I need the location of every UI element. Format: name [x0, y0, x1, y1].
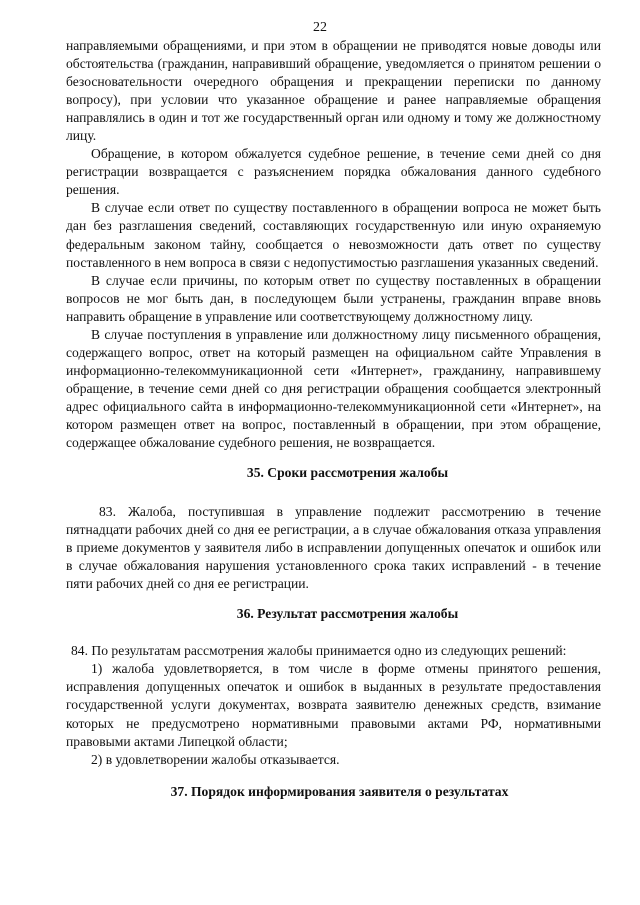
- paragraph-reasons-eliminated: В случае если причины, по которым ответ по существу поставленных в обращении вопросов не мог быть дан, в последующем были устранены, гражданин вправе вновь направить обращение в управление или соответствующему должностному лицу.: [66, 272, 601, 324]
- paragraph-court-decision: Обращение, в котором обжалуется судебное решение, в течение семи дней со дня регистрации возвращается с разъяснением порядка обжалования данного судебного решения.: [66, 146, 601, 198]
- paragraph-continuation: направляемыми обращениями, и при этом в обращении не приводятся новые доводы или обстоятельства (гражданин, направивший обращение, уведомляется о принятом решении о безосновательности очередного обращения и прекращении переписки по данному вопросу), при условии что указанное обращение и ранее направляемые обращения направлялись в один и тот же государственный орган или одному и тому же должностному лицу.: [66, 38, 601, 144]
- section-35-heading: 35. Сроки рассмотрения жалобы: [246, 465, 449, 481]
- section-37-heading: 37. Порядок информирования заявителя о результатах: [170, 783, 509, 799]
- page-number: 22: [313, 20, 327, 35]
- paragraph-83: 83. Жалоба, поступившая в управление подлежит рассмотрению в течение пятнадцати рабочих дней со дня ее регистрации, а в случае обжалования отказа управления в приеме документов у заявителя либо в исправлении допущенных опечаток и ошибок или в случае обжалования нарушения установленного срока таких исправлений - в течение пяти рабочих дней со дня ее регистрации.: [66, 504, 601, 592]
- section-36-heading: 36. Результат рассмотрения жалобы: [236, 606, 459, 622]
- list-item-1: 1) жалоба удовлетворяется, в том числе в форме отмены принятого решения, исправления допущенных опечаток и ошибок в выданных в результате предоставления государственной услуги документах, возврата заявителю денежных средств, взимание которых не предусмотрено нормативными правовыми актами РФ, нормативными правовыми актами Липецкой области;: [66, 661, 601, 749]
- list-item-2: 2) в удовлетворении жалобы отказывается.: [91, 751, 340, 767]
- paragraph-state-secret: В случае если ответ по существу поставленного в обращении вопроса не может быть дан без разглашения сведений, составляющих государственную или иную охраняемую федеральным законом тайну, сообщается о невозможности дать ответ по существу поставленного в нем вопроса в связи с недопустимостью разглашения указанных сведений.: [66, 200, 601, 270]
- paragraph-84: 84. По результатам рассмотрения жалобы принимается одно из следующих решений:: [71, 643, 567, 659]
- page-content: [66, 37, 601, 801]
- paragraph-answer-published: В случае поступления в управление или должностному лицу письменного обращения, содержащего вопрос, ответ на который размещен на официальном сайте Управления в информационно-телекоммуникационной сети «Интернет», гражданину, направившему обращение, в течение семи дней со дня регистрации обращения сообщается электронный адрес официального сайта в информационно-телекоммуникационной сети «Интернет», на котором размещен ответ на вопрос, поставленный в обращении, при этом обращение, содержащее обжалование судебного решения, не возвращается.: [66, 326, 601, 451]
